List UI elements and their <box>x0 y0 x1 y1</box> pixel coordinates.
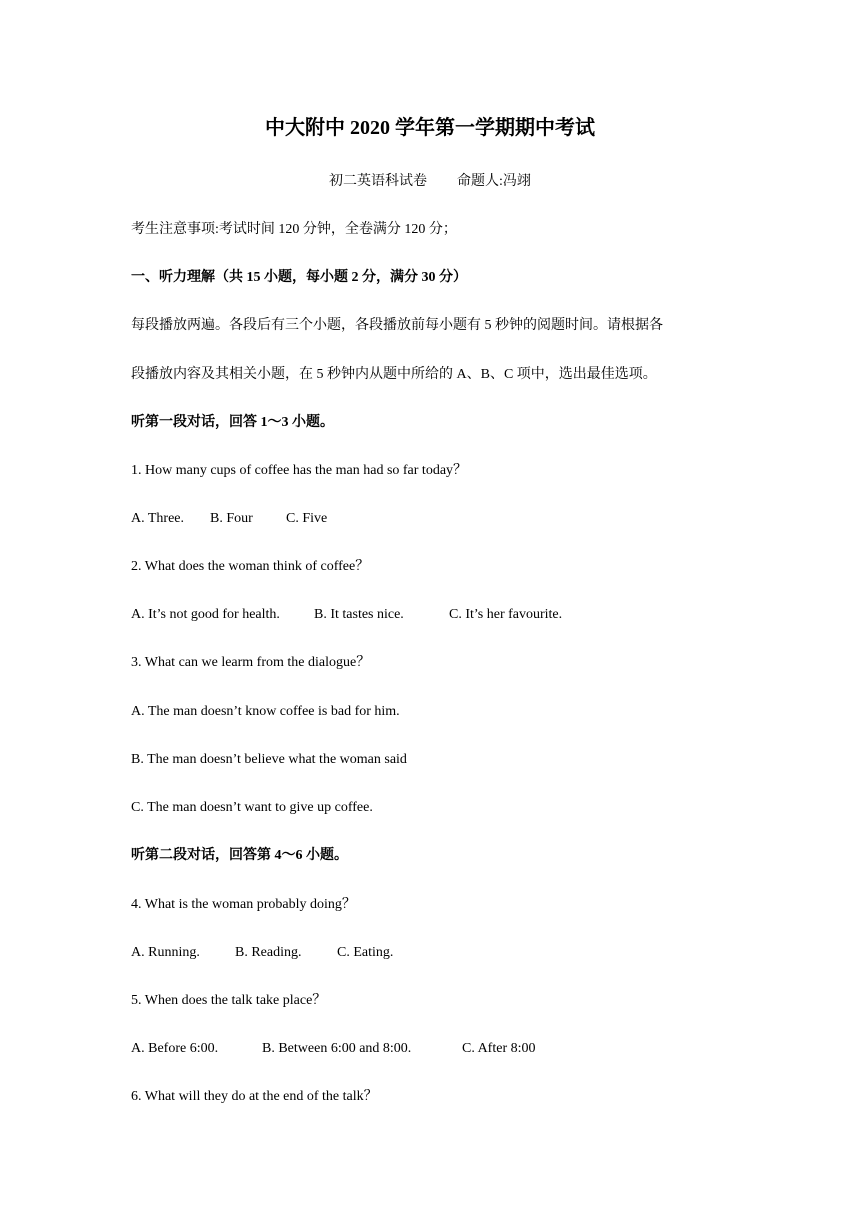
option-b: B. Reading. <box>235 945 302 960</box>
option-a: A. It’s not good for health. <box>131 607 280 622</box>
option-c: C. It’s her favourite. <box>449 607 563 622</box>
question-stem: 6. What will they do at the end of the talk？ <box>131 1089 378 1104</box>
question-options <box>131 943 393 963</box>
question-stem: 1. How many cups of coffee has the man had so far today？ <box>131 463 468 478</box>
option-a: A. Before 6:00. <box>131 1041 219 1056</box>
question-stem: 4. What is the woman probably doing？ <box>131 897 356 912</box>
option-b: B. It tastes nice. <box>314 607 404 622</box>
instructions-line-1: 每段播放两遍。各段后有三个小题，各段播放前每小题有 5 秒钟的阅题时间。请根据各 <box>131 318 663 333</box>
subject-label: 初二英语科试卷 <box>329 174 428 189</box>
option-c: C. The man doesn’t want to give up coffee. <box>131 800 373 815</box>
section-heading: 一、听力理解（共 15 小题，每小题 2 分，满分 30 分） <box>131 270 467 285</box>
question-options <box>131 509 327 529</box>
part-2-heading: 听第二段对话，回答第 4～6 小题。 <box>131 848 348 863</box>
option-a: A. Three. <box>131 511 184 526</box>
option-a: A. The man doesn’t know coffee is bad for him. <box>131 704 400 719</box>
instructions-line-2: 段播放内容及其相关小题，在 5 秒钟内从题中所给的 A、B、C 项中，选出最佳选项。 <box>131 367 657 382</box>
question-stem: 2. What does the woman think of coffee？ <box>131 559 370 574</box>
part-1-heading: 听第一段对话，回答 1～3 小题。 <box>131 415 334 430</box>
question-options <box>131 1039 536 1059</box>
question-stem: 3. What can we learm from the dialogue？ <box>131 655 371 670</box>
question-stem: 5. When does the talk take place？ <box>131 993 327 1008</box>
option-b: B. Between 6:00 and 8:00. <box>262 1041 412 1056</box>
author-label: 命题人:冯翊 <box>457 174 531 189</box>
option-b: B. Four <box>210 511 253 526</box>
option-c: C. Five <box>286 511 328 526</box>
exam-subtitle <box>0 172 860 192</box>
exam-notice: 考生注意事项:考试时间 120 分钟，全卷满分 120 分； <box>131 222 457 237</box>
option-a: A. Running. <box>131 945 200 960</box>
option-b: B. The man doesn’t believe what the woman said <box>131 752 407 767</box>
option-c: C. After 8:00 <box>462 1041 536 1056</box>
question-options <box>131 605 562 625</box>
option-c: C. Eating. <box>337 945 394 960</box>
exam-title: 中大附中 2020 学年第一学期期中考试 <box>265 117 595 139</box>
